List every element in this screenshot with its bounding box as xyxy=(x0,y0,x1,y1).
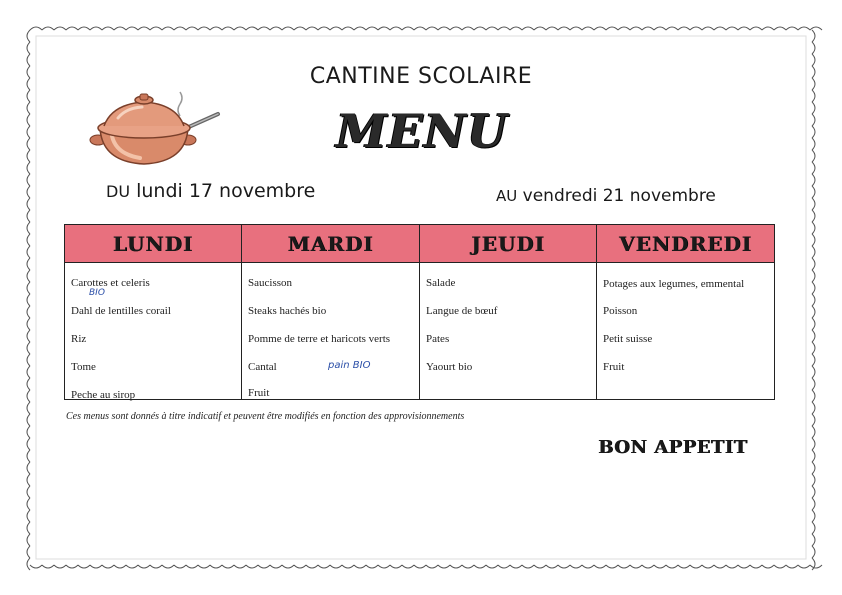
date-from-prefix: DU xyxy=(106,182,131,201)
menu-item: Cantal xyxy=(248,361,277,373)
column-mardi xyxy=(242,263,420,400)
column-jeudi xyxy=(420,263,597,400)
header-mardi: MARDI xyxy=(242,225,420,263)
menu-item: Petit suisse xyxy=(603,333,653,345)
header-vendredi: VENDREDI xyxy=(597,225,775,263)
menu-item: Riz xyxy=(71,333,87,345)
date-to xyxy=(496,186,716,206)
menu-item: Carottes et celeris xyxy=(71,277,150,289)
header-lundi: LUNDI xyxy=(65,225,242,263)
menu-item: Steaks hachés bio xyxy=(248,305,327,317)
bon-appetit-text: BON APPETIT xyxy=(598,437,748,458)
menu-item: Yaourt bio xyxy=(426,361,473,373)
column-lundi xyxy=(65,263,242,400)
menu-item: Pomme de terre et haricots verts xyxy=(248,333,391,345)
menu-item: Langue de bœuf xyxy=(426,305,498,317)
menu-item: Dahl de lentilles corail xyxy=(71,305,171,317)
disclaimer-text: Ces menus sont donnés à titre indicatif et peuvent être modifiés en fonction des approvisionnements xyxy=(66,411,465,422)
handwritten-note: BIO xyxy=(89,288,105,298)
date-to-prefix: AU xyxy=(496,187,518,205)
menu-item: Tome xyxy=(71,361,96,373)
menu-item: Fruit xyxy=(603,361,625,373)
menu-item: Potages aux legumes, emmental xyxy=(603,278,745,290)
menu-table-body-row xyxy=(65,263,775,400)
date-from xyxy=(106,180,315,202)
column-vendredi xyxy=(597,263,775,400)
menu-table-header-row xyxy=(65,225,775,263)
date-from-value: lundi 17 novembre xyxy=(136,180,316,202)
menu-item: Poisson xyxy=(603,305,638,317)
page-title: CANTINE SCOLAIRE xyxy=(309,64,533,89)
header-jeudi: JEUDI xyxy=(420,225,597,263)
menu-heading: MENU xyxy=(335,104,509,158)
menu-item: Peche au sirop xyxy=(71,389,136,401)
menu-item: Saucisson xyxy=(248,277,292,289)
menu-item: Fruit xyxy=(248,387,270,399)
date-to-value: vendredi 21 novembre xyxy=(522,186,716,206)
handwritten-note: pain BIO xyxy=(328,360,371,371)
menu-table xyxy=(64,224,775,400)
menu-item: Pates xyxy=(426,333,450,345)
menu-item: Salade xyxy=(426,277,456,289)
cooking-pot-icon xyxy=(84,86,229,171)
